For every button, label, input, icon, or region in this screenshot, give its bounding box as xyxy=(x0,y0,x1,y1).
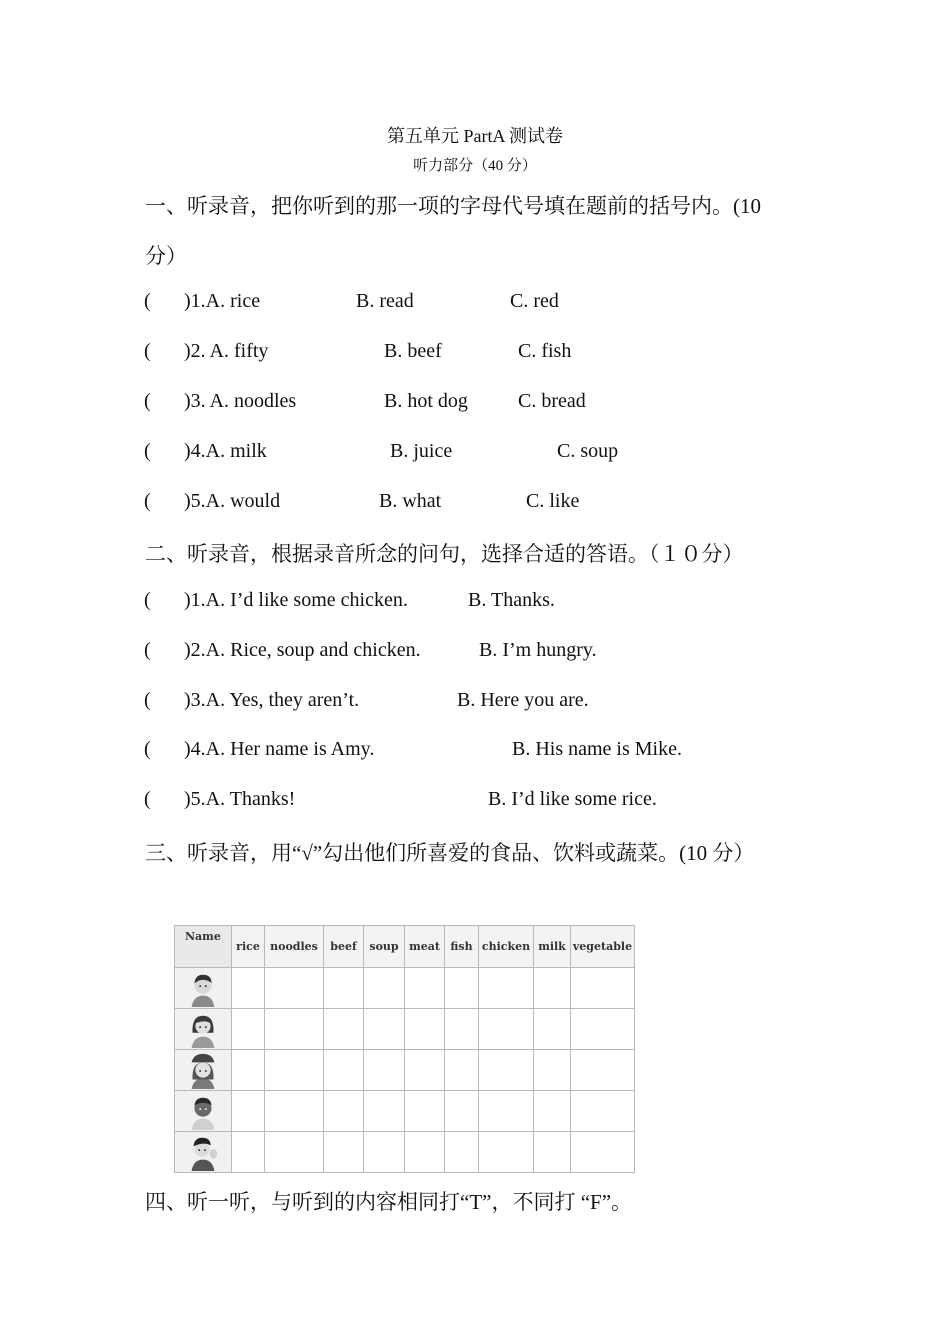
boy-dark-icon xyxy=(184,1092,222,1130)
answer-paren[interactable]: ( xyxy=(144,340,151,362)
section1-question xyxy=(0,390,950,420)
option-c: C. soup xyxy=(557,440,619,462)
section1-question xyxy=(0,440,950,470)
section1-question xyxy=(0,340,950,370)
table-row xyxy=(175,1091,635,1132)
section2-question xyxy=(0,788,950,818)
answer-paren[interactable]: ( xyxy=(144,689,151,711)
answer-paren[interactable]: ( xyxy=(144,390,151,412)
avatar xyxy=(175,1009,232,1050)
table-row xyxy=(175,968,635,1009)
option-b: B. juice xyxy=(390,440,453,462)
avatar xyxy=(175,1132,232,1173)
option-b: B. His name is Mike. xyxy=(512,738,682,760)
name-header: Name xyxy=(175,926,232,968)
option-c: C. red xyxy=(510,290,559,312)
page-subtitle: 听力部分（40 分） xyxy=(413,158,537,174)
option-c: C. bread xyxy=(518,390,586,412)
option-b: B. what xyxy=(379,490,442,512)
section4-heading: 四、听一听，与听到的内容相同打“T”，不同打 “F”。 xyxy=(145,1190,633,1214)
section3-heading: 三、听录音，用“√”勾出他们所喜爱的食品、饮料或蔬菜。(10 分） xyxy=(145,841,755,865)
option-a: )1.A. rice xyxy=(184,290,261,312)
option-a: )5.A. would xyxy=(184,490,281,512)
avatar xyxy=(175,968,232,1009)
column-header: fish xyxy=(445,926,479,968)
option-b: B. Here you are. xyxy=(457,689,589,711)
column-header: chicken xyxy=(479,926,534,968)
table-row xyxy=(175,1132,635,1173)
girl-icon xyxy=(184,1010,222,1048)
boy-waving-icon xyxy=(184,1133,222,1171)
section1-question xyxy=(0,290,950,320)
girl-hat-icon xyxy=(184,1051,222,1089)
option-a: )2. A. fifty xyxy=(184,340,269,362)
section2-question xyxy=(0,589,950,619)
column-header: vegetable xyxy=(571,926,635,968)
section1-heading-line1: 一、听录音，把你听到的那一项的字母代号填在题前的括号内。(10 xyxy=(145,194,761,218)
option-b: B. hot dog xyxy=(384,390,468,412)
answer-paren[interactable]: ( xyxy=(144,440,151,462)
table-row xyxy=(175,1050,635,1091)
option-b: B. I’d like some rice. xyxy=(488,788,657,810)
section2-heading: 二、听录音，根据录音所念的问句，选择合适的答语。（１０分） xyxy=(145,542,744,566)
option-b: B. read xyxy=(356,290,414,312)
section2-question xyxy=(0,689,950,719)
option-a: )3.A. Yes, they aren’t. xyxy=(184,689,360,711)
answer-paren[interactable]: ( xyxy=(144,490,151,512)
option-a: )5.A. Thanks! xyxy=(184,788,296,810)
option-b: B. beef xyxy=(384,340,442,362)
column-header: soup xyxy=(364,926,405,968)
table-row xyxy=(175,1009,635,1050)
option-c: C. fish xyxy=(518,340,572,362)
avatar xyxy=(175,1091,232,1132)
column-header: rice xyxy=(232,926,265,968)
option-a: )4.A. Her name is Amy. xyxy=(184,738,375,760)
page-title: 第五单元 PartA 测试卷 xyxy=(386,126,563,146)
column-header: beef xyxy=(324,926,364,968)
answer-paren[interactable]: ( xyxy=(144,290,151,312)
option-a: )4.A. milk xyxy=(184,440,267,462)
option-c: C. like xyxy=(526,490,580,512)
answer-paren[interactable]: ( xyxy=(144,589,151,611)
answer-paren[interactable]: ( xyxy=(144,788,151,810)
option-b: B. Thanks. xyxy=(468,589,555,611)
column-header: meat xyxy=(405,926,445,968)
table-header-row xyxy=(175,926,635,968)
answer-paren[interactable]: ( xyxy=(144,738,151,760)
option-a: )2.A. Rice, soup and chicken. xyxy=(184,639,421,661)
answer-paren[interactable]: ( xyxy=(144,639,151,661)
column-header: milk xyxy=(534,926,571,968)
section1-heading-line2: 分） xyxy=(145,244,187,268)
option-a: )1.A. I’d like some chicken. xyxy=(184,589,408,611)
section2-question xyxy=(0,738,950,768)
option-b: B. I’m hungry. xyxy=(479,639,597,661)
section2-question xyxy=(0,639,950,669)
option-a: )3. A. noodles xyxy=(184,390,297,412)
section1-question xyxy=(0,490,950,520)
column-header: noodles xyxy=(265,926,324,968)
boy-icon xyxy=(184,969,222,1007)
avatar xyxy=(175,1050,232,1091)
food-preference-table xyxy=(174,925,635,1173)
